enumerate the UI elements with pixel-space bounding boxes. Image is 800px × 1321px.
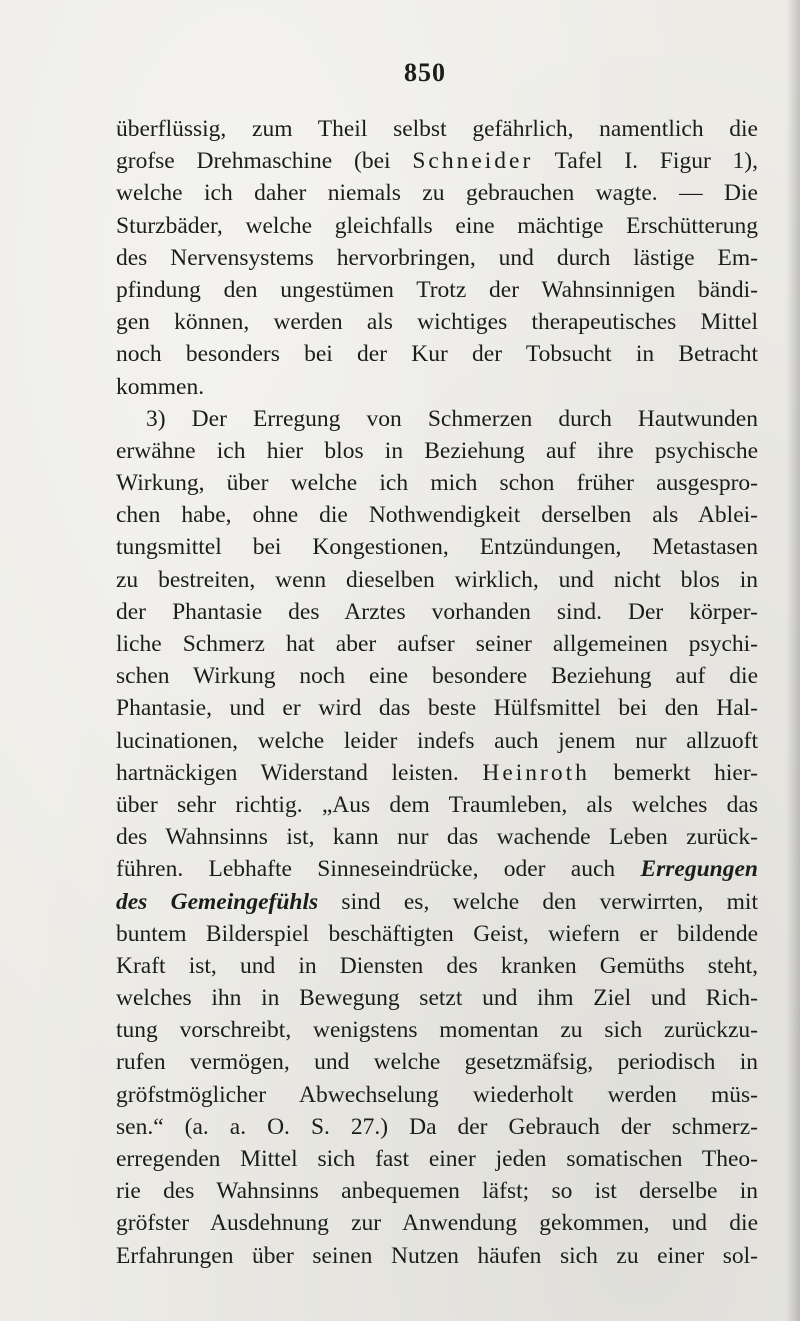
text-segment: führen. Lebhafte Sinneseindrücke, oder auch xyxy=(116,856,641,883)
spaced-name: Schneider xyxy=(412,148,534,175)
text-segment: zu bestreiten, wenn dieselben wirklich, und nicht blos in xyxy=(116,566,758,593)
text-line xyxy=(116,242,758,274)
text-line xyxy=(116,499,758,531)
text-segment: der Phantasie des Arztes vorhanden sind. Der körper- xyxy=(116,598,758,625)
text-line xyxy=(116,177,758,209)
text-segment: bemerkt hier- xyxy=(589,759,759,786)
emphasis-text: des Gemeingefühls xyxy=(116,888,319,915)
text-segment: Wirkung, über welche ich mich schon früher ausgespro- xyxy=(116,470,758,497)
text-line xyxy=(116,918,758,950)
text-line xyxy=(116,1111,758,1143)
text-segment: gröfster Ausdehnung zur Anwendung gekommen, und die xyxy=(116,1210,758,1237)
text-segment: rufen vermögen, und welche gesetzmäfsig, periodisch in xyxy=(116,1049,758,1076)
text-segment: sen.“ (a. a. O. S. 27.) Da der Gebrauch der schmerz- xyxy=(116,1113,758,1140)
text-line xyxy=(116,1046,758,1078)
text-line xyxy=(116,1175,758,1207)
text-line xyxy=(116,210,758,242)
text-line xyxy=(116,1207,758,1239)
text-segment: erwähne ich hier blos in Beziehung auf ihre psychische xyxy=(116,437,758,464)
text-line xyxy=(116,467,758,499)
text-line xyxy=(116,982,758,1014)
text-line xyxy=(116,113,758,145)
text-segment: überflüssig, zum Theil selbst gefährlich, namentlich die xyxy=(116,116,758,142)
text-segment: Phantasie, und er wird das beste Hülfsmittel bei den Hal- xyxy=(116,695,758,722)
text-segment: kommen. xyxy=(116,373,205,400)
text-line xyxy=(116,371,758,403)
text-line xyxy=(116,274,758,306)
text-segment: tungsmittel bei Kongestionen, Entzündungen, Metastasen xyxy=(116,534,758,561)
text-line xyxy=(116,1079,758,1111)
text-line xyxy=(116,403,758,435)
text-line xyxy=(116,821,758,853)
text-segment: des Wahnsinns ist, kann nur das wachende Leben zurück- xyxy=(116,824,758,851)
text-segment: buntem Bilderspiel beschäftigten Geist, wiefern er bildende xyxy=(116,920,758,947)
page-number: 850 xyxy=(404,58,446,87)
text-segment: sind es, welche den verwirrten, mit xyxy=(318,888,758,915)
text-segment: tung vorschreibt, wenigstens momentan zu sich zurückzu- xyxy=(116,1017,758,1044)
text-segment: 3) Der Erregung von Schmerzen durch Hautwunden xyxy=(146,405,758,432)
text-line xyxy=(116,660,758,692)
text-line xyxy=(116,306,758,338)
text-segment: Kraft ist, und in Diensten des kranken Gemüths steht, xyxy=(116,952,758,979)
text-line xyxy=(116,1240,758,1272)
text-segment: rie des Wahnsinns anbequemen läfst; so ist derselbe in xyxy=(116,1178,758,1205)
text-segment: welches ihn in Bewegung setzt und ihm Ziel und Rich- xyxy=(116,985,758,1012)
text-line xyxy=(116,628,758,660)
text-line xyxy=(116,950,758,982)
text-segment: Erfahrungen über seinen Nutzen häufen sich zu einer sol- xyxy=(116,1242,758,1269)
text-line xyxy=(116,564,758,596)
text-segment: lucinationen, welche leider indefs auch jenem nur allzuoft xyxy=(116,727,758,754)
text-segment: Tafel I. Figur 1), xyxy=(533,148,758,175)
text-line xyxy=(116,692,758,724)
text-line xyxy=(116,1014,758,1046)
text-line xyxy=(116,338,758,370)
text-segment: gen können, werden als wichtiges therapeutisches Mittel xyxy=(116,309,758,336)
text-line xyxy=(116,886,758,918)
text-segment: pfindung den ungestümen Trotz der Wahnsinnigen bändi- xyxy=(116,276,758,303)
text-line xyxy=(116,596,758,628)
emphasis-text: Erregungen xyxy=(640,856,758,883)
text-segment: chen habe, ohne die Nothwendigkeit derselben als Ablei- xyxy=(116,502,758,529)
spaced-name: Heinroth xyxy=(482,759,590,786)
text-line xyxy=(116,1143,758,1175)
text-segment: gröfstmöglicher Abwechselung wiederholt werden müs- xyxy=(116,1081,758,1108)
text-segment: des Nervensystems hervorbringen, und durch lästige Em- xyxy=(116,244,758,271)
text-line xyxy=(116,145,758,177)
text-segment: erregenden Mittel sich fast einer jeden somatischen Theo- xyxy=(116,1146,758,1172)
text-segment: über sehr richtig. „Aus dem Traumleben, als welches das xyxy=(116,791,758,818)
text-line xyxy=(116,435,758,467)
text-segment: Sturzbäder, welche gleichfalls eine mächtige Erschütterung xyxy=(116,212,758,239)
text-line xyxy=(116,853,758,885)
text-segment: schen Wirkung noch eine besondere Beziehung auf die xyxy=(116,663,758,690)
body-text xyxy=(116,113,758,1272)
text-segment: welche ich daher niemals zu gebrauchen wagte. — Die xyxy=(116,180,758,207)
text-segment: liche Schmerz hat aber aufser seiner allgemeinen psychi- xyxy=(116,631,758,657)
page-edge-shadow xyxy=(786,0,800,1321)
text-line xyxy=(116,531,758,563)
text-segment: grofse Drehmaschine (bei xyxy=(116,148,413,175)
text-segment: hartnäckigen Widerstand leisten. xyxy=(116,759,483,786)
text-line xyxy=(116,789,758,821)
text-line xyxy=(116,757,758,789)
text-segment: noch besonders bei der Kur der Tobsucht in Betracht xyxy=(116,341,758,368)
text-line xyxy=(116,725,758,757)
